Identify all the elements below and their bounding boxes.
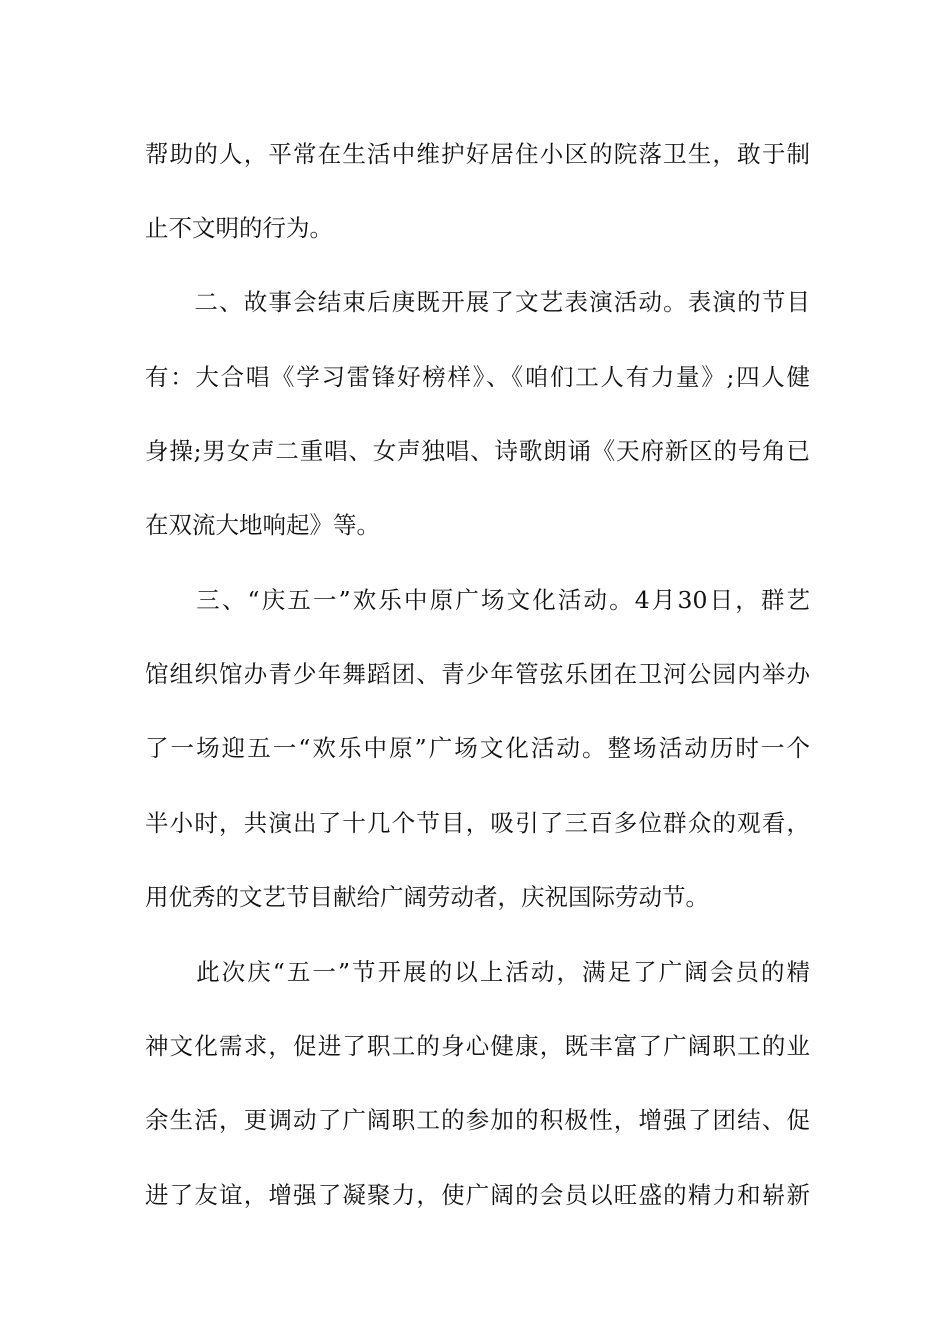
text-line: 神文化需求，促进了职工的身心健康，既丰富了广阔职工的业 bbox=[145, 1032, 810, 1060]
text-line: 止不文明的行为。 bbox=[145, 214, 333, 242]
text-line: 用优秀的文艺节目献给广阔劳动者，庆祝国际劳动节。 bbox=[145, 883, 709, 911]
text-line: 此次庆“五一”节开展的以上活动，满足了广阔会员的精 bbox=[145, 958, 810, 986]
text-line: 二、故事会结束后庚既开展了文艺表演活动。表演的节目 bbox=[145, 288, 810, 316]
text-line: 进了友谊，增强了凝聚力，使广阔的会员以旺盛的精力和崭新 bbox=[145, 1181, 810, 1209]
text-line: 了一场迎五一“欢乐中原”广场文化活动。整场活动历时一个 bbox=[145, 734, 810, 762]
text-line: 在双流大地响起》等。 bbox=[145, 511, 380, 539]
text-line: 有：大合唱《学习雷锋好榜样》、《咱们工人有力量》;四人健 bbox=[145, 363, 810, 391]
text-line: 半小时，共演出了十几个节目，吸引了三百多位群众的观看， bbox=[145, 809, 810, 837]
text-line: 馆组织馆办青少年舞蹈团、青少年管弦乐团在卫河公园内举办 bbox=[145, 660, 810, 688]
text-line: 三、“庆五一”欢乐中原广场文化活动。4月30日，群艺 bbox=[145, 586, 810, 614]
text-line: 余生活，更调动了广阔职工的参加的积极性，增强了团结、促 bbox=[145, 1106, 810, 1134]
text-line: 身操;男女声二重唱、女声独唱、诗歌朗诵《天府新区的号角已 bbox=[145, 437, 810, 465]
text-line: 帮助的人，平常在生活中维护好居住小区的院落卫生，敢于制 bbox=[145, 140, 810, 168]
